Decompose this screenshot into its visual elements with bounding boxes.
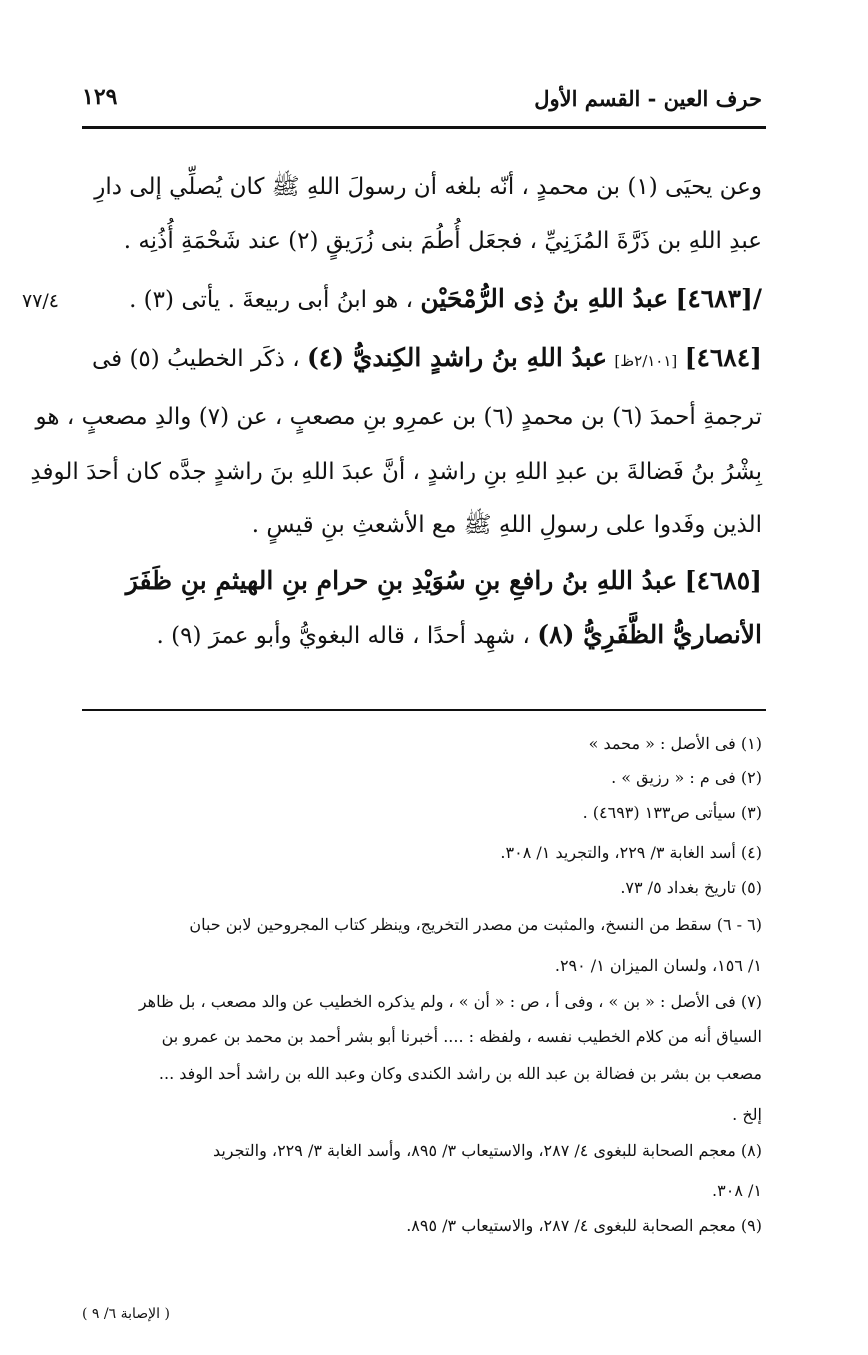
entry-4685 — [82, 566, 762, 597]
entry-4684-number: [٤٦٨٤] — [684, 343, 762, 372]
footnote-4: (٤) أسد الغابة ٣/ ٢٢٩، والتجريد ١/ ٣٠٨. — [500, 843, 762, 862]
entry-4684-folio-ref: [٢/١٠١ظ] — [614, 352, 678, 370]
footnote-3: (٣) سيأتى ص١٣٣ (٤٦٩٣) . — [582, 803, 762, 822]
entry-4683-name: عبدُ اللهِ بنُ ذِى الرُّمْحَيْن — [420, 284, 669, 313]
footnote-separator — [82, 709, 766, 711]
entry-4684-name: عبدُ اللهِ بنُ راشدٍ الكِنديُّ (٤) — [306, 343, 608, 372]
body-line-2: عبدِ اللهِ بن ذَرَّةَ المُزَنِيِّ ، فجعَل أُطُمَ بنى زُرَيقٍ (٢) عند شَحْمَةِ أُذُنِه . — [123, 228, 762, 254]
body-line-8: الذين وفَدوا على رسولِ اللهِ ﷺ مع الأشعثِ بنِ قيسٍ . — [251, 512, 762, 538]
entry-4683-text: ، هو ابنُ أبى ربيعةَ . يأتى (٣) . — [129, 287, 414, 313]
footnote-8-cont: ١/ ٣٠٨. — [712, 1181, 762, 1200]
margin-volume-note: ٧٧/٤ — [22, 290, 60, 312]
entry-4685-line-2 — [157, 620, 762, 651]
footnote-2: (٢) فى م : « رزيق » . — [611, 768, 762, 787]
body-line-6: ترجمةِ أحمدَ (٦) بن محمدٍ (٦) بن عمرِو بنِ مصعبٍ ، عن (٧) والدِ مصعبٍ ، هو — [35, 404, 762, 430]
footnote-7-line-3: مصعب بن بشر بن فضالة بن عبد الله بن راشد الكندى وكان وعبد الله بن راشد أحد الوفد ... — [158, 1064, 762, 1083]
entry-4683 — [129, 284, 762, 315]
entry-4683-number: /[٤٦٨٣] — [675, 284, 762, 313]
footnote-5: (٥) تاريخ بغداد ٥/ ٧٣. — [620, 878, 762, 897]
footnote-6-cont: ١/ ١٥٦، ولسان الميزان ١/ ٢٩٠. — [554, 956, 762, 975]
footnote-1: (١) فى الأصل : « محمد » — [588, 734, 762, 753]
body-line-1: وعن يحيَى (١) بن محمدٍ ، أنّه بلغه أن رسولَ اللهِ ﷺ كان يُصلِّي إلى دارِ — [94, 174, 762, 200]
footnote-7: (٧) فى الأصل : « بن » ، وفى أ ، ص : « أن » ، ولم يذكره الخطيب عن والد مصعب ، بل ظاهر — [138, 992, 762, 1011]
entry-4685-nisba: الأنصاريُّ الظَّفَرِيُّ (٨) — [537, 620, 762, 649]
entry-4684-text: ، ذكَر الخطيبُ (٥) فى — [91, 346, 300, 372]
entry-4684 — [82, 343, 762, 376]
footnote-9: (٩) معجم الصحابة للبغوى ٤/ ٢٨٧، والاستيعاب ٣/ ٨٩٥. — [406, 1216, 762, 1235]
page-number: ١٢٩ — [82, 84, 118, 110]
edition-footer: ( الإصابة ٦/ ٩ ) — [82, 1306, 170, 1322]
entry-4685-name: عبدُ اللهِ بنُ رافعِ بنِ سُوَيْدِ بنِ حرامِ بنِ الهيثمِ بنِ ظَفَرَ — [125, 566, 678, 595]
body-line-7: بِشْرُ بنُ فَضالةَ بن عبدِ اللهِ بنِ راشدٍ ، أنَّ عبدَ اللهِ بنَ راشدٍ جدَّه كان أحدَ الوفدِ — [30, 459, 762, 485]
entry-4685-text: ، شهِد أحدًا ، قاله البغويُّ وأبو عمرَ (٩) . — [156, 623, 530, 649]
entry-4685-number: [٤٦٨٥] — [684, 566, 762, 595]
header-rule — [82, 126, 766, 129]
footnote-6: (٦ - ٦) سقط من النسخ، والمثبت من مصدر التخريج، وينظر كتاب المجروحين لابن حبان — [189, 915, 762, 934]
footnote-7-line-4: إلخ . — [732, 1105, 762, 1124]
running-header: حرف العين - القسم الأول — [534, 86, 762, 111]
footnote-8: (٨) معجم الصحابة للبغوى ٤/ ٢٨٧، والاستيعاب ٣/ ٨٩٥، وأسد الغابة ٣/ ٢٢٩، والتجريد — [212, 1141, 762, 1160]
footnote-7-line-2: السياق أنه من كلام الخطيب نفسه ، ولفظه : .... أخبرنا أبو بشر أحمد بن محمد بن عمرو بن — [161, 1027, 762, 1046]
